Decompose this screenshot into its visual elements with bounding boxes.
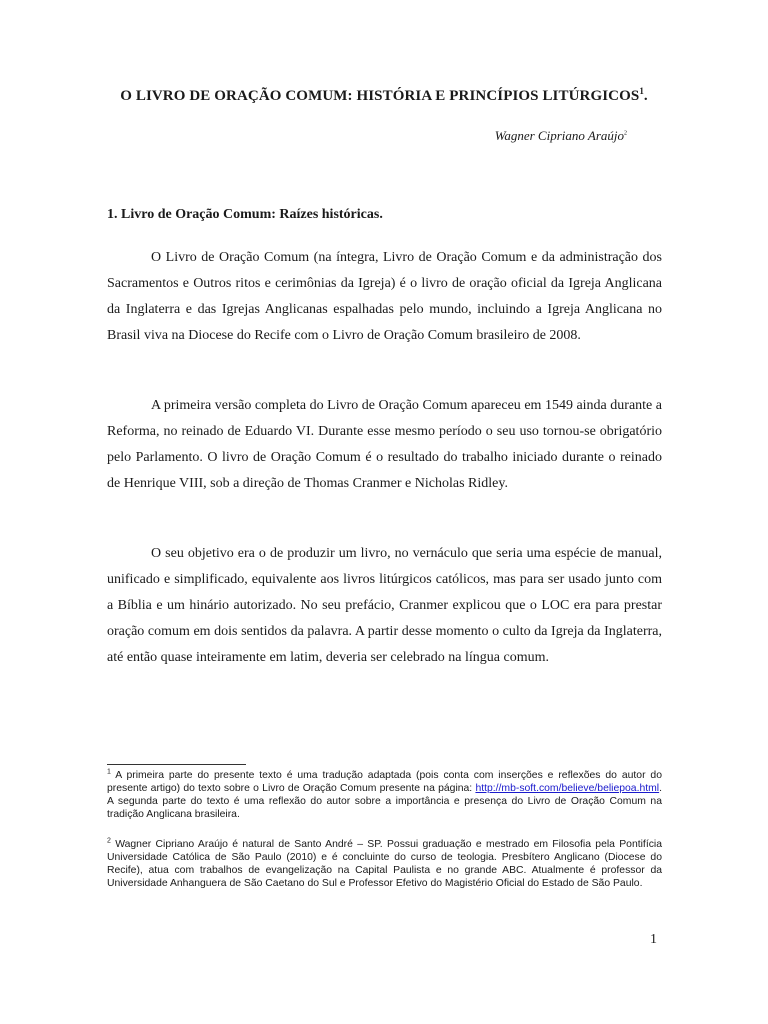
footnote-text: . A segunda parte do texto é uma reflexão do autor sobre a importância e presença do Livro de Oração Comum na tradição Anglicana brasileira. [107, 783, 662, 820]
page-number: 1 [650, 932, 657, 947]
author-footnote-mark[interactable]: 2 [624, 130, 627, 137]
title-footnote-mark[interactable]: 1 [639, 86, 644, 96]
section-heading: 1. Livro de Oração Comum: Raízes históricas. [107, 207, 383, 222]
document-title [0, 88, 768, 105]
footnote-link[interactable]: http://mb-soft.com/believe/beliepoa.html [475, 783, 660, 794]
footnote-mark: 1 [107, 768, 111, 776]
author-name: Wagner Cipriano Araújo [494, 128, 624, 143]
footnote-text: Wagner Cipriano Araújo é natural de Santo André – SP. Possui graduação e mestrado em Filosofia pela Pontifícia Universidade Católica de São Paulo (2010) e é concluinte do curso de teologia. Presbítero Anglicano (Diocese do Recife), atua com trabalhos de evangelização na Capital Paulista e no grande ABC. Atualmente é professor da Universidade Anhanguera de São Caetano do Sul e Professor Efetivo do Magistério Oficial do Estado de São Paulo. [107, 839, 662, 889]
footnote-text: A primeira parte do presente texto é uma tradução adaptada (pois conta com inserções e reflexões do autor do presente artigo) do texto sobre o Livro de Oração Comum presente na página: [107, 770, 662, 794]
title-end: . [643, 88, 648, 104]
author-line [0, 128, 627, 144]
paragraph: A primeira versão completa do Livro de Oração Comum apareceu em 1549 ainda durante a Reforma, no reinado de Eduardo VI. Durante esse mesmo período o seu uso tornou-se obrigatório pelo Parlamento. O livro de Oração Comum é o resultado do trabalho iniciado durante o reinado de Henrique VIII, sob a direção de Thomas Cranmer e Nicholas Ridley. [107, 398, 662, 491]
footnote-separator [107, 764, 246, 765]
paragraph: O Livro de Oração Comum (na íntegra, Livro de Oração Comum e da administração dos Sacramentos e Outros ritos e cerimônias da Igreja) é o livro de oração oficial da Igreja Anglicana da Inglaterra e das Igrejas Anglicanas espalhadas pelo mundo, incluindo a Igreja Anglicana no Brasil viva na Diocese do Recife com o Livro de Oração Comum brasileiro de 2008. [107, 250, 662, 343]
title-text: O LIVRO DE ORAÇÃO COMUM: HISTÓRIA E PRINCÍPIOS LITÚRGICOS [120, 88, 640, 104]
footnote-mark: 2 [107, 837, 111, 845]
paragraph: O seu objetivo era o de produzir um livro, no vernáculo que seria uma espécie de manual, unificado e simplificado, equivalente aos livros litúrgicos católicos, mas para ser usado junto com a Bíblia e um hinário autorizado. No seu prefácio, Cranmer explicou que o LOC era para prestar oração comum em dois sentidos da palavra. A partir desse momento o culto da Igreja da Inglaterra, até então quase inteiramente em latim, deveria ser celebrado na língua comum. [107, 546, 662, 665]
footnote [107, 769, 662, 821]
footnote [107, 838, 662, 890]
